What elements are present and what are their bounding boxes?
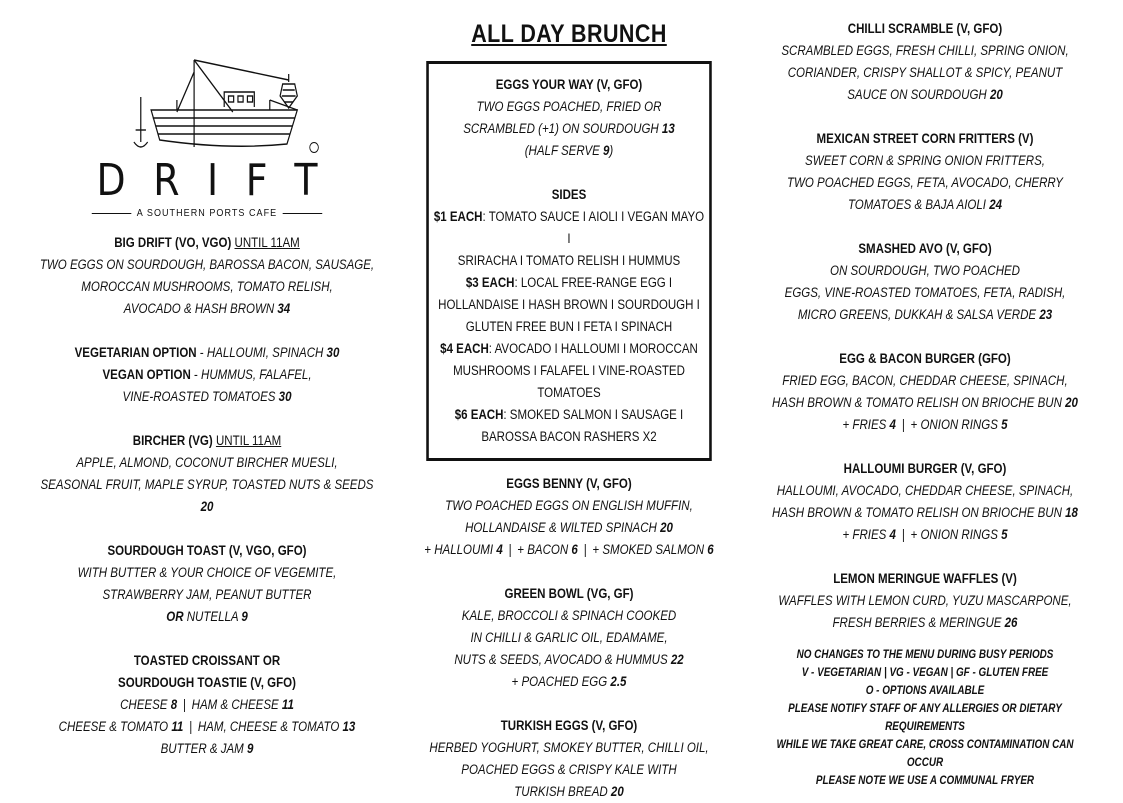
menu-item-bircher: BIRCHER (VG) UNTIL 11AM APPLE, ALMOND, COCONUT BIRCHER MUESLI, SEASONAL FRUIT, MAPLE SYRUP, TOASTED NUTS & SEEDS 20 [40, 433, 374, 514]
logo-wordmark: DRIFT [96, 155, 345, 206]
menu-item-corn-fritters: MEXICAN STREET CORN FRITTERS (V) SWEET CORN & SPRING ONION FRITTERS, TWO POACHED EGGS, FETA, AVOCADO, CHERRY TOMATOES & BAJA AIOLI 24 [786, 131, 1063, 212]
menu-item-vegan-option: VEGAN OPTION - HUMMUS, FALAFEL, VINE-ROASTED TOMATOES 30 [102, 367, 312, 404]
fishing-boat-icon [125, 52, 323, 162]
menu-notes: NO CHANGES TO THE MENU DURING BUSY PERIODS V - VEGETARIAN | VG - VEGAN | GF - GLUTEN FREE O - OPTIONS AVAILABLE PLEASE NOTIFY STAFF OF ANY ALLERGIES OR DIETARY REQUIREMENTS WHILE WE TAKE GREAT CARE, CROSS CONTAMINATION CAN OCCUR PLEASE NOTE WE USE A COMMUNAL FRYER [776, 649, 1074, 787]
logo-tagline: A SOUTHERN PORTS CAFE [39, 206, 374, 220]
menu-item-chilli-scramble: CHILLI SCRAMBLE (V, GFO) SCRAMBLED EGGS, FRESH CHILLI, SPRING ONION, CORIANDER, CRISPY SHALLOT & SPICY, PEANUT SAUCE ON SOURDOUGH 20 [781, 21, 1069, 102]
menu-item-croissant-toastie: TOASTED CROISSANT OR SOURDOUGH TOASTIE (V, GFO) CHEESE 8 | HAM & CHEESE 11 CHEESE & TOMATO 11 | HAM, CHEESE & TOMATO 13 BUTTER & JAM 9 [58, 653, 356, 756]
menu-item-green-bowl: GREEN BOWL (VG, GF) KALE, BROCCOLI & SPINACH COOKED IN CHILLI & GARLIC OIL, EDAMAME, NUTS & SEEDS, AVOCADO & HUMMUS 22 + POACHED EGG 2.5 [454, 586, 684, 689]
drift-logo [39, 0, 374, 232]
menu-item-halloumi-burger: HALLOUMI BURGER (V, GFO) HALLOUMI, AVOCADO, CHEDDAR CHEESE, SPINACH, HASH BROWN & TOMATO RELISH ON BRIOCHE BUN 18 + FRIES 4 | + ONION RINGS 5 [772, 461, 1078, 542]
eggs-and-sides-box [426, 61, 712, 461]
page-title: ALL DAY BRUNCH [471, 20, 667, 48]
menu-item-turkish-eggs: TURKISH EGGS (V, GFO) HERBED YOGHURT, SMOKEY BUTTER, CHILLI OIL, POACHED EGGS & CRISPY KALE WITH TURKISH BREAD 20 [429, 718, 709, 799]
sides-list: SIDES $1 EACH: TOMATO SAUCE I AIOLI I VEGAN MAYO I SRIRACHA I TOMATO RELISH I HUMMUS $3 EACH: LOCAL FREE-RANGE EGG I HOLLANDAISE I HASH BROWN I SOURDOUGH I GLUTEN FREE BUN I FETA I SPINACH $4 EACH: AVOCADO I HALLOUMI I MOROCCAN MUSHROOMS I FALAFEL I VINE-ROASTED TOMATOES $6 EACH: SMOKED SALMON I SAUSAGE I BAROSSA BACON RASHERS X2 [433, 187, 705, 444]
menu-item-egg-bacon-burger: EGG & BACON BURGER (GFO) FRIED EGG, BACON, CHEDDAR CHEESE, SPINACH, HASH BROWN & TOMATO RELISH ON BRIOCHE BUN 20 + FRIES 4 | + ONION RINGS 5 [772, 351, 1078, 432]
menu-item-big-drift: BIG DRIFT (VO, VGO) UNTIL 11AM TWO EGGS ON SOURDOUGH, BAROSSA BACON, SAUSAGE, MOROCCAN MUSHROOMS, TOMATO RELISH, AVOCADO & HASH BROWN 34 [39, 235, 375, 316]
right-column [762, 0, 1089, 790]
middle-column [406, 0, 731, 803]
menu-item-vegetarian-option: VEGETARIAN OPTION - HALLOUMI, SPINACH 30 [74, 345, 340, 360]
menu-item-smashed-avo: SMASHED AVO (V, GFO) ON SOURDOUGH, TWO POACHED EGGS, VINE-ROASTED TOMATOES, FETA, RADISH, MICRO GREENS, DUKKAH & SALSA VERDE 23 [784, 241, 1066, 322]
menu-item-lemon-waffles: LEMON MERINGUE WAFFLES (V) WAFFLES WITH LEMON CURD, YUZU MASCARPONE, FRESH BERRIES & MERINGUE 26 [778, 571, 1072, 630]
logo-circle-mark [309, 142, 318, 153]
menu-item-sourdough-toast: SOURDOUGH TOAST (V, VGO, GFO) WITH BUTTER & YOUR CHOICE OF VEGEMITE, STRAWBERRY JAM, PEANUT BUTTER OR NUTELLA 9 [77, 543, 337, 624]
menu-item-eggs-benny: EGGS BENNY (V, GFO) TWO POACHED EGGS ON ENGLISH MUFFIN, HOLLANDAISE & WILTED SPINACH 20 + HALLOUMI 4 | + BACON 6 | + SMOKED SALMON 6 [424, 476, 714, 557]
menu-item-eggs-your-way: EGGS YOUR WAY (V, GFO) TWO EGGS POACHED, FRIED OR SCRAMBLED (+1) ON SOURDOUGH 13 (HALF SERVE 9) [463, 77, 675, 158]
left-column [39, 0, 374, 760]
